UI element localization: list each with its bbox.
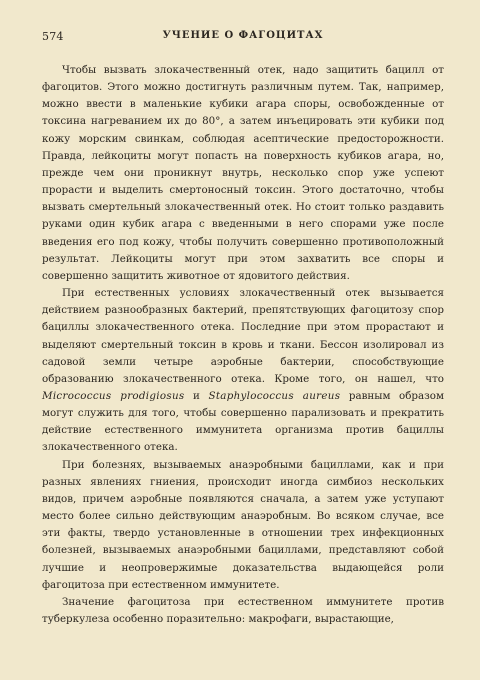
- paragraph-2: [42, 285, 444, 457]
- page-number: 574: [42, 30, 64, 43]
- paragraph-2-text-after: равным образом могут служить для того, чтобы совершенно парализовать и прекратить действие естественного иммунитета организма против бациллы злокачественного отека.: [42, 389, 444, 454]
- body-text: [42, 62, 444, 628]
- latin-name-micrococcus: Micrococcus prodigiosus: [42, 389, 185, 402]
- paragraph-2-conjunction: и: [184, 389, 209, 402]
- paragraph-2-text-before: При естественных условиях злокачественный отек вызывается действием разнообразных бактерий, препятствующих фагоцитозу спор бациллы злокачественного отека. Последние при этом прорастают и выделяют смертельный токсин в кровь и ткани. Бессон изолировал из садовой земли четыре аэробные бактерии, способствующие образованию злокачественного отека. Кроме того, он нашел, что: [42, 287, 444, 385]
- paragraph-4: Значение фагоцитоза при естественном иммунитете против туберкулеза особенно поразительно: макрофаги, вырастающие,: [42, 595, 444, 625]
- latin-name-staphylococcus: Staphylococcus aureus: [208, 389, 341, 402]
- paragraph-1: Чтобы вызвать злокачественный отек, надо защитить бацилл от фагоцитов. Этого можно достигнуть различным путем. Так, например, можно ввести в маленькие кубики агара споры, освобожденные от токсина нагреванием их до 80°, а затем инъецировать эти кубики под кожу морским свинкам, соблюдая асептические предосторожности. Правда, лейкоциты могут попасть на поверхность кубиков агара, но, прежде чем они проникнут внутрь, несколько спор уже успеют прорасти и выделить смертоносный токсин. Этого достаточно, чтобы вызвать смертельный злокачественный отек. Но стоит только раздавить руками один кубик агара с введенными в него спорами уже после введения его под кожу, чтобы получить совершенно противоположный результат. Лейкоциты могут при этом захватить все споры и совершенно защитить животное от ядовитого действия.: [42, 64, 444, 282]
- running-title: УЧЕНИЕ О ФАГОЦИТАХ: [162, 30, 324, 41]
- paragraph-3: При болезнях, вызываемых анаэробными бациллами, как и при разных явлениях гниения, происходит иногда симбиоз нескольких видов, причем аэробные появляются сначала, а затем уже уступают место более сильно действующим анаэробным. Во всяком случае, все эти факты, твердо установленные в отношении трех инфекционных болезней, вызываемых анаэробными бациллами, представляют собой лучшие и неопровержимые доказательства выдающейся роли фагоцитоза при естественном иммунитете.: [42, 458, 444, 591]
- running-head: [42, 30, 444, 46]
